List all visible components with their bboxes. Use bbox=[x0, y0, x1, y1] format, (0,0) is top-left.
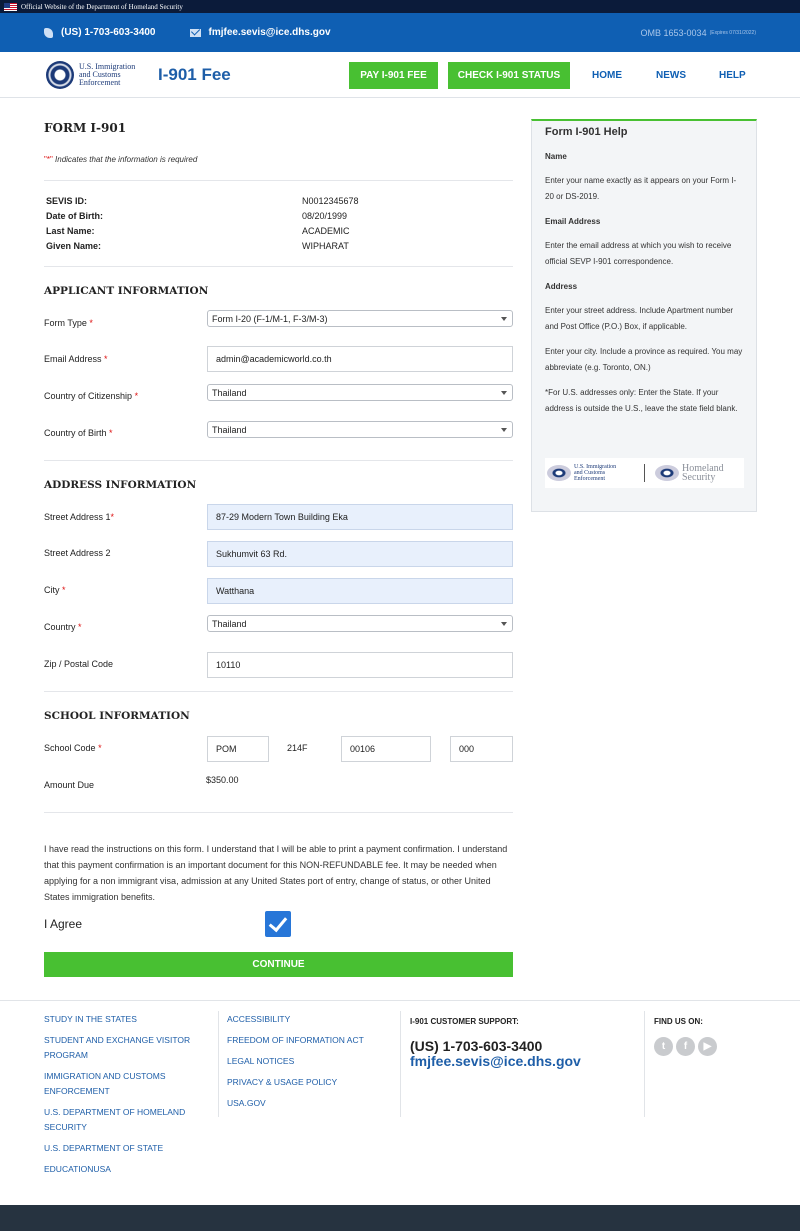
ice-seal-icon bbox=[46, 61, 74, 89]
info-label-last-name: Last Name: bbox=[46, 226, 95, 236]
check-status-button[interactable]: CHECK I-901 STATUS bbox=[448, 62, 570, 89]
form-type-label-text: Form Type bbox=[44, 318, 87, 328]
help-address-text3: *For U.S. addresses only: Enter the State. If your address is outside the U.S., leave the state field blank. bbox=[545, 388, 738, 413]
help-email-text: Enter the email address at which you wish to receive official SEVP I-901 correspondence. bbox=[545, 241, 732, 266]
required-note bbox=[44, 155, 197, 164]
amount-label: Amount Due bbox=[44, 780, 95, 790]
footer-link-accessibility[interactable]: ACCESSIBILITY bbox=[227, 1014, 291, 1024]
street1-label-text: Street Address 1 bbox=[44, 512, 111, 522]
birth-country-label bbox=[44, 428, 113, 438]
logo-divider bbox=[644, 464, 645, 482]
help-address-heading: Address bbox=[545, 282, 578, 291]
school-code-label bbox=[44, 743, 102, 753]
help-dhs-line2: Security bbox=[682, 472, 716, 483]
continue-button[interactable]: CONTINUE bbox=[44, 952, 513, 977]
required-star: * bbox=[110, 512, 115, 522]
support-email[interactable]: fmjfee.sevis@ice.dhs.gov bbox=[410, 1053, 581, 1069]
country-value: Thailand bbox=[212, 618, 247, 629]
nav-home[interactable]: HOME bbox=[592, 70, 622, 81]
street1-field[interactable]: 87-29 Modern Town Building Eka bbox=[207, 504, 513, 530]
info-value-sevis: N0012345678 bbox=[302, 196, 359, 206]
help-ice-line3: Enforcement bbox=[574, 476, 605, 482]
form-title: FORM I-901 bbox=[44, 121, 127, 135]
agree-label: I Agree bbox=[44, 917, 83, 931]
help-dhs-logo-text bbox=[682, 464, 724, 482]
help-ice-line2: and Customs bbox=[574, 470, 606, 476]
omb-expires: (Expires 07/31/2022) bbox=[709, 29, 756, 36]
required-note-text: Indicates that the information is required bbox=[52, 155, 198, 164]
footer-link-state[interactable]: U.S. DEPARTMENT OF STATE bbox=[44, 1143, 164, 1153]
required-star: * bbox=[62, 585, 66, 595]
divider bbox=[44, 266, 513, 267]
footer-link-foia[interactable]: FREEDOM OF INFORMATION ACT bbox=[227, 1035, 364, 1045]
help-address-text1: Enter your street address. Include Apartment number and Post Office (P.O.) Box, if applicable. bbox=[545, 306, 734, 331]
form-type-value: Form I-20 (F-1/M-1, F-3/M-3) bbox=[212, 313, 328, 324]
required-star: * bbox=[98, 743, 102, 753]
birth-country-label-text: Country of Birth bbox=[44, 428, 107, 438]
school-code-part2: 214F bbox=[287, 743, 308, 753]
chevron-down-icon bbox=[501, 622, 507, 626]
bottom-bar bbox=[0, 1205, 800, 1231]
city-label-text: City bbox=[44, 585, 60, 595]
footer-link-legal[interactable]: LEGAL NOTICES bbox=[227, 1056, 295, 1066]
facebook-icon[interactable]: f bbox=[676, 1037, 695, 1056]
help-email-heading: Email Address bbox=[545, 217, 601, 226]
footer-link-sevp[interactable]: STUDENT AND EXCHANGE VISITOR PROGRAM bbox=[44, 1035, 191, 1060]
email-label-text: Email Address bbox=[44, 354, 102, 364]
footer-separator bbox=[218, 1011, 219, 1117]
info-label-dob: Date of Birth: bbox=[46, 211, 103, 221]
citizenship-label-text: Country of Citizenship bbox=[44, 391, 133, 401]
divider bbox=[44, 691, 513, 692]
footer-link-privacy[interactable]: PRIVACY & USAGE POLICY bbox=[227, 1077, 338, 1087]
help-ice-logo-text bbox=[574, 464, 634, 482]
agreement-text: I have read the instructions on this form. I understand that I will be able to print a payment confirmation. I understand that this payment confirmation is an important document for this NON-REFUNDABLE fee. It may be needed when applying for a non immigrant visa, admission at any United States port of entry, change of status, or other United States immigration benefits. bbox=[44, 844, 508, 902]
divider bbox=[44, 180, 513, 181]
omb-number bbox=[641, 13, 756, 52]
contact-bar bbox=[0, 13, 800, 52]
citizenship-select[interactable] bbox=[207, 384, 513, 401]
school-code-part4[interactable]: 000 bbox=[450, 736, 513, 762]
school-code-part1[interactable]: POM bbox=[207, 736, 269, 762]
required-star: * bbox=[104, 354, 108, 364]
info-label-given-name: Given Name: bbox=[46, 241, 102, 251]
footer-link-study[interactable]: STUDY IN THE STATES bbox=[44, 1014, 137, 1024]
required-note-star: "*" bbox=[44, 155, 53, 164]
footer-link-usagov[interactable]: USA.GOV bbox=[227, 1098, 266, 1108]
required-star: * bbox=[78, 622, 82, 632]
school-code-part3[interactable]: 00106 bbox=[341, 736, 431, 762]
help-name-text: Enter your name exactly as it appears on your Form I-20 or DS-2019. bbox=[545, 176, 737, 201]
contact-email[interactable] bbox=[190, 27, 331, 38]
dhs-seal-icon bbox=[655, 465, 679, 481]
twitter-icon[interactable]: t bbox=[654, 1037, 673, 1056]
pay-fee-button[interactable]: PAY I-901 FEE bbox=[349, 62, 438, 89]
agency-line1: U.S. Immigration bbox=[79, 61, 136, 71]
contact-phone[interactable] bbox=[44, 27, 156, 38]
info-value-dob: 08/20/1999 bbox=[302, 211, 348, 221]
address-section-title: ADDRESS INFORMATION bbox=[44, 479, 197, 491]
nav-news[interactable]: NEWS bbox=[656, 70, 686, 81]
applicant-section-title: APPLICANT INFORMATION bbox=[44, 285, 209, 297]
school-code-label-text: School Code bbox=[44, 743, 96, 753]
chevron-down-icon bbox=[501, 428, 507, 432]
support-heading: I-901 CUSTOMER SUPPORT: bbox=[410, 1017, 519, 1026]
email-field[interactable]: admin@academicworld.co.th bbox=[207, 346, 513, 372]
form-type-select[interactable] bbox=[207, 310, 513, 327]
required-star: * bbox=[109, 428, 113, 438]
help-logos bbox=[545, 458, 744, 488]
gov-banner-text: Official Website of the Department of Homeland Security bbox=[21, 2, 183, 11]
street2-label: Street Address 2 bbox=[44, 548, 111, 558]
agency-line2: and Customs bbox=[79, 69, 121, 79]
footer-separator bbox=[400, 1011, 401, 1117]
youtube-icon[interactable]: ▶ bbox=[698, 1037, 717, 1056]
city-field[interactable]: Watthana bbox=[207, 578, 513, 604]
contact-email-text: fmjfee.sevis@ice.dhs.gov bbox=[208, 27, 331, 38]
ice-seal-icon bbox=[547, 465, 571, 481]
chevron-down-icon bbox=[501, 391, 507, 395]
divider bbox=[44, 460, 513, 461]
school-section-title: SCHOOL INFORMATION bbox=[44, 710, 190, 722]
divider bbox=[44, 812, 513, 813]
street2-field[interactable]: Sukhumvit 63 Rd. bbox=[207, 541, 513, 567]
email-label bbox=[44, 354, 108, 364]
support-phone[interactable]: (US) 1-703-603-3400 bbox=[410, 1038, 543, 1054]
citizenship-value: Thailand bbox=[212, 387, 247, 398]
footer-link-dhs[interactable]: U.S. DEPARTMENT OF HOMELAND SECURITY bbox=[44, 1107, 186, 1132]
omb-text: OMB 1653-0034 bbox=[640, 27, 707, 38]
form-type-label bbox=[44, 318, 93, 328]
help-title: Form I-901 Help bbox=[545, 126, 628, 138]
help-ice-line1: U.S. Immigration bbox=[574, 464, 617, 470]
site-footer bbox=[0, 1000, 800, 1205]
site-header bbox=[0, 52, 800, 98]
agency-line3: Enforcement bbox=[79, 77, 121, 87]
contact-phone-text: (US) 1-703-603-3400 bbox=[61, 27, 156, 38]
find-us-heading: FIND US ON: bbox=[654, 1017, 703, 1026]
nav-help[interactable]: HELP bbox=[719, 70, 746, 81]
chevron-down-icon bbox=[501, 317, 507, 321]
gov-banner bbox=[0, 0, 800, 13]
footer-separator bbox=[644, 1011, 645, 1117]
phone-icon bbox=[44, 28, 53, 38]
brand-title[interactable]: I-901 Fee bbox=[158, 64, 231, 84]
agree-checkbox[interactable] bbox=[265, 911, 291, 937]
help-address-text2: Enter your city. Include a province as required. You may abbreviate (e.g. Toronto, ON.) bbox=[545, 347, 743, 372]
agency-logo-text bbox=[79, 63, 149, 87]
street1-label bbox=[44, 512, 114, 522]
info-label-sevis: SEVIS ID: bbox=[46, 196, 88, 206]
help-dhs-line1: Homeland bbox=[682, 463, 724, 474]
info-value-last-name: ACADEMIC bbox=[302, 226, 350, 236]
country-label-text: Country bbox=[44, 622, 76, 632]
main-nav bbox=[349, 62, 570, 89]
footer-link-educationusa[interactable]: EDUCATIONUSA bbox=[44, 1164, 111, 1174]
zip-label: Zip / Postal Code bbox=[44, 659, 114, 669]
required-star: * bbox=[89, 318, 93, 328]
birth-country-value: Thailand bbox=[212, 424, 247, 435]
required-star: * bbox=[134, 391, 139, 401]
citizenship-label bbox=[44, 391, 138, 401]
help-name-heading: Name bbox=[545, 152, 567, 161]
us-flag-icon bbox=[4, 3, 17, 11]
amount-value: $350.00 bbox=[206, 775, 239, 785]
mail-icon bbox=[190, 29, 201, 37]
birth-country-select[interactable] bbox=[207, 421, 513, 438]
help-panel bbox=[531, 119, 757, 512]
country-select[interactable] bbox=[207, 615, 513, 632]
zip-field[interactable]: 10110 bbox=[207, 652, 513, 678]
city-label bbox=[44, 585, 66, 595]
footer-link-ice[interactable]: IMMIGRATION AND CUSTOMS ENFORCEMENT bbox=[44, 1071, 166, 1096]
info-value-given-name: WIPHARAT bbox=[302, 241, 349, 251]
country-label bbox=[44, 622, 82, 632]
